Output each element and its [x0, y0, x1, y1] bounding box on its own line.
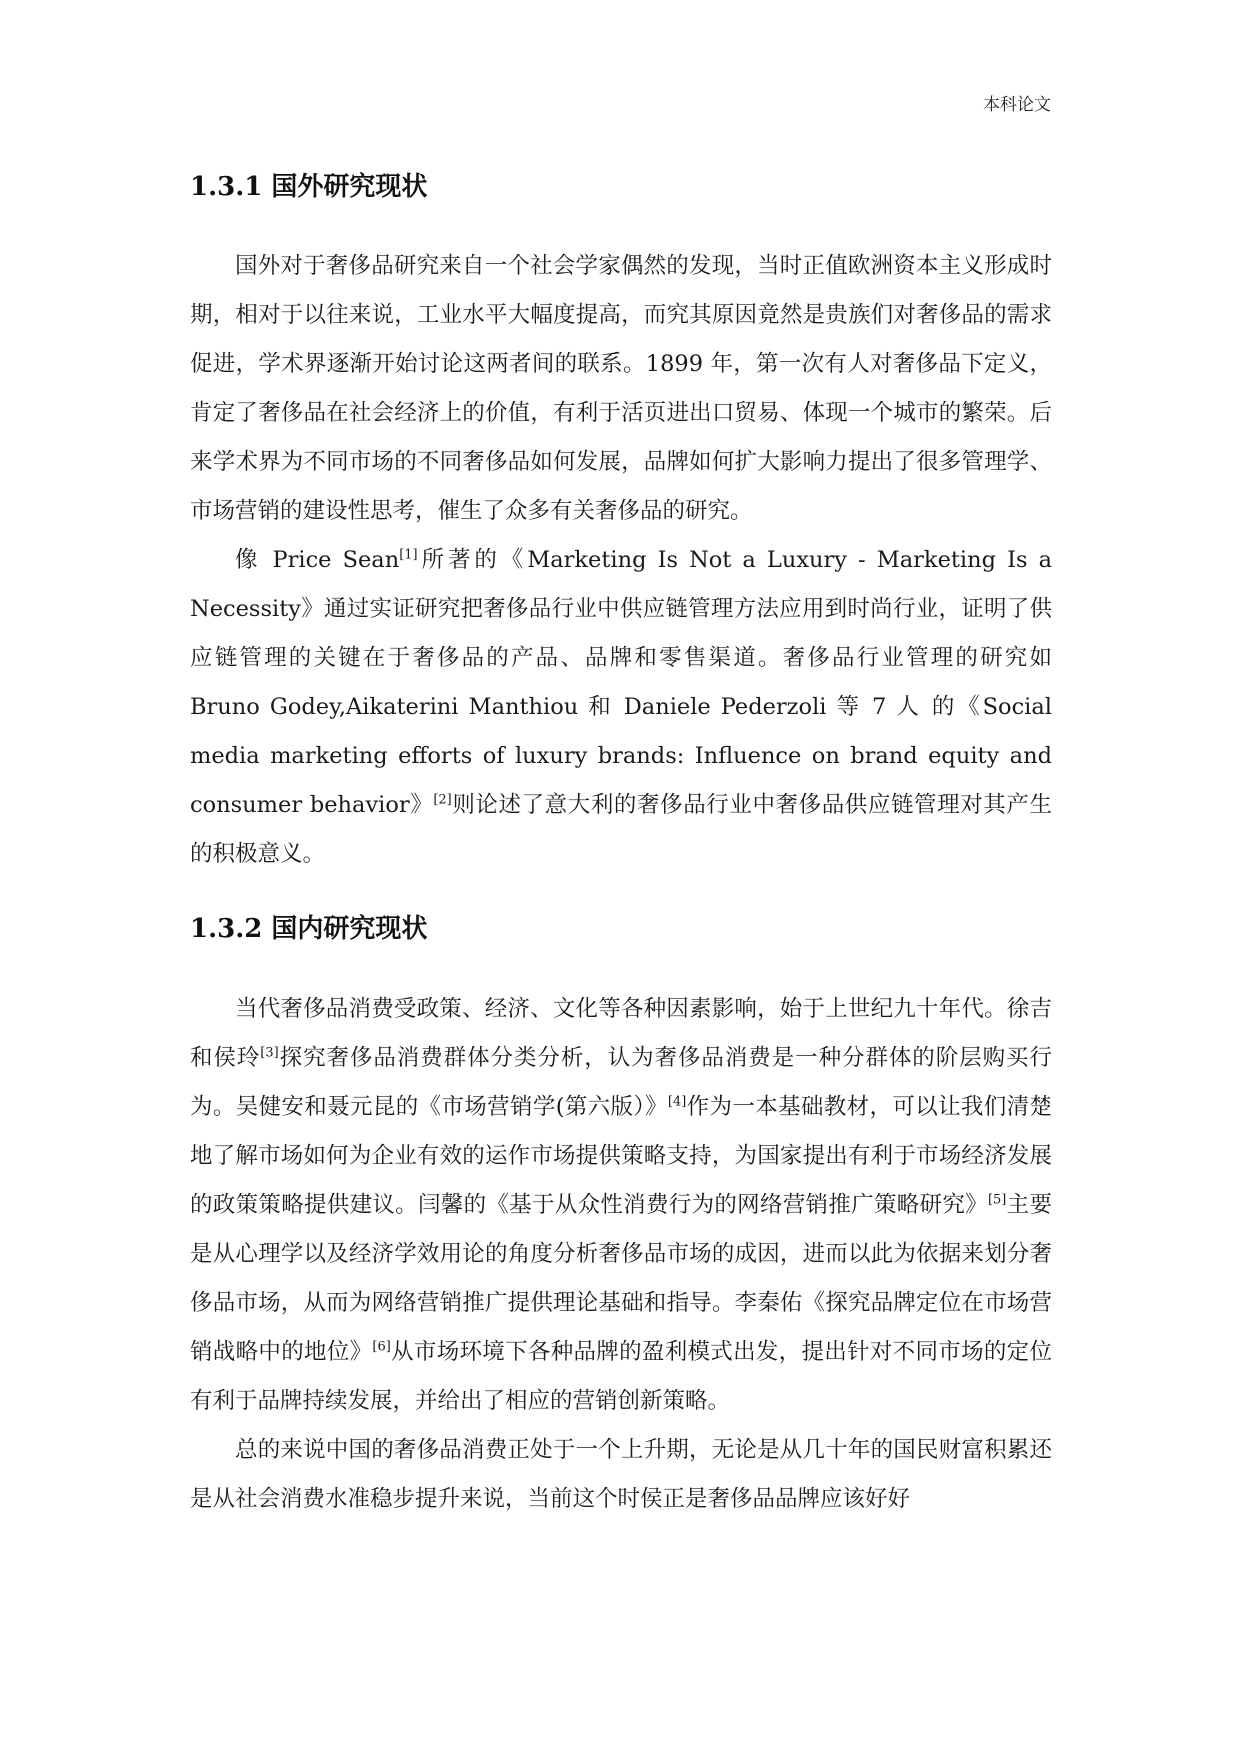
paragraph: [190, 536, 1052, 879]
citation-ref: [1]: [399, 547, 418, 563]
paragraph-text: 主要是从心理学以及经济学效用论的角度分析奢侈品市场的成因，进而以此为依据来划分奢侈品市场，从而为网络营销推广提供理论基础和指导。李秦佑《探究品牌定位在市场营销战略中的地位》: [190, 1192, 1052, 1365]
running-header: 本科论文: [983, 95, 1051, 115]
citation-ref: [3]: [260, 1045, 279, 1061]
paragraph-text: 探究奢侈品消费群体分类分析，认为奢侈品消费是一种分群体的阶层购买行为。吴健安和聂元昆的《市场营销学(第六版）》: [190, 1045, 1052, 1120]
citation-ref: [5]: [987, 1192, 1007, 1208]
paragraph: [190, 985, 1052, 1426]
paragraph-text: 当代奢侈品消费受政策、经济、文化等各种因素影响，始于上世纪九十年代。徐吉和侯玲: [190, 996, 1052, 1071]
citation-ref: [6]: [372, 1339, 391, 1355]
citation-ref: [2]: [433, 792, 452, 808]
section-body-foreign: [190, 242, 1052, 879]
section-body-domestic: [190, 985, 1052, 1524]
paragraph: 总的来说中国的奢侈品消费正处于一个上升期，无论是从几十年的国民财富积累还是从社会消费水准稳步提升来说，当前这个时侯正是奢侈品品牌应该好好: [190, 1437, 1052, 1512]
paragraph-text: 作为一本基础教材，可以让我们清楚地了解市场如何为企业有效的运作市场提供策略支持，为国家提出有利于市场经济发展的政策策略提供建议。闫馨的《基于从众性消费行为的网络营销推广策略研究》: [190, 1094, 1052, 1218]
paragraph-text: 从市场环境下各种品牌的盈利模式出发，提出针对不同市场的定位有利于品牌持续发展，并给出了相应的营销创新策略。: [190, 1339, 1052, 1414]
section-heading-domestic: 1.3.2 国内研究现状: [190, 914, 428, 944]
paragraph: 国外对于奢侈品研究来自一个社会学家偶然的发现，当时正值欧洲资本主义形成时期，相对于以往来说，工业水平大幅度提高，而究其原因竟然是贵族们对奢侈品的需求促进，学术界逐渐开始讨论这两者间的联系。1899 年，第一次有人对奢侈品下定义，肯定了奢侈品在社会经济上的价值，有利于活页进出口贸易、体现一个城市的繁荣。后来学术界为不同市场的不同奢侈品如何发展，品牌如何扩大影响力提出了很多管理学、市场营销的建设性思考，催生了众多有关奢侈品的研究。: [190, 253, 1052, 524]
paragraph-text: 像 Price Sean: [235, 547, 400, 573]
citation-ref: [4]: [667, 1094, 687, 1110]
paragraph-text: 所著的《Marketing Is Not a Luxury - Marketing Is a Necessity》通过实证研究把奢侈品行业中供应链管理方法应用到时尚行业，证明了供应链管理的关键在于奢侈品的产品、品牌和零售渠道。奢侈品行业管理的研究如 Bruno Godey,Aikaterini Manthiou 和 Daniele Pederzoli 等 7 人 的《Social media marketing efforts of luxury brands: Influence on brand equity and consumer behavior》: [190, 547, 1052, 818]
paragraph-text: 则论述了意大利的奢侈品行业中奢侈品供应链管理对其产生的积极意义。: [190, 792, 1052, 867]
section-heading-foreign: 1.3.1 国外研究现状: [190, 172, 428, 202]
